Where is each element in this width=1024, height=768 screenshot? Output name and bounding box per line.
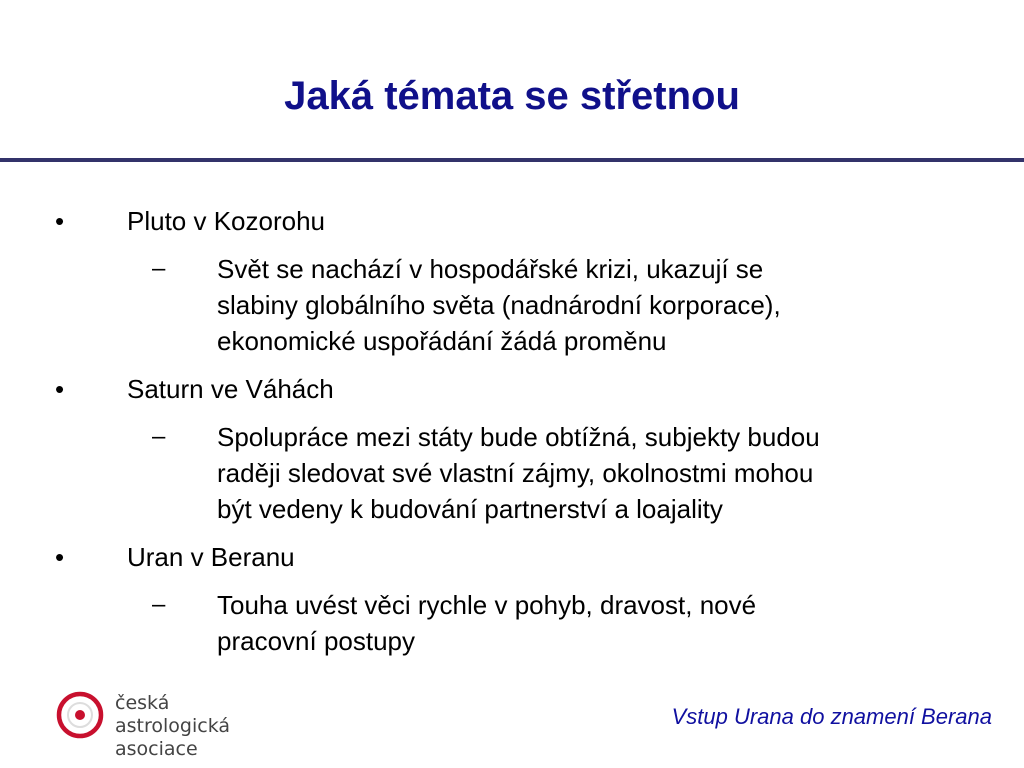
sub-item-line: Spolupráce mezi státy bude obtížná, subjekty budou (217, 422, 820, 452)
logo-text (115, 692, 285, 761)
sub-item-line: být vedeny k budování partnerství a loajality (217, 494, 723, 524)
concentric-circle-logo-icon (55, 690, 105, 740)
sub-bullet-marker: – (152, 423, 166, 450)
bullet-marker: • (55, 206, 65, 236)
logo-line-1: česká astrologická (115, 692, 231, 737)
sub-item-line: Touha uvést věci rychle v pohyb, dravost, nové (217, 590, 757, 620)
list-item-label: Pluto v Kozorohu (127, 206, 326, 236)
logo-line-2: asociace (115, 738, 198, 760)
slide-title: Jaká témata se střetnou (284, 74, 740, 118)
list-item-label: Saturn ve Váhách (127, 374, 334, 404)
bullet-marker: • (55, 542, 65, 572)
sub-item-line: slabiny globálního světa (nadnárodní korporace), (217, 290, 781, 320)
organization-logo (55, 690, 285, 760)
sub-item-line: raději sledovat své vlastní zájmy, okolnostmi mohou (217, 458, 814, 488)
list-item-label: Uran v Beranu (127, 542, 295, 572)
bullet-marker: • (55, 374, 65, 404)
sub-bullet-marker: – (152, 591, 166, 618)
sub-item-line: pracovní postupy (217, 626, 416, 656)
title-divider (0, 158, 1024, 162)
sub-item-line: ekonomické uspořádání žádá proměnu (217, 326, 667, 356)
sub-bullet-marker: – (152, 255, 166, 282)
slide-footer: Vstup Urana do znamení Berana (671, 704, 992, 729)
sub-item-line: Svět se nachází v hospodářské krizi, ukazují se (217, 254, 764, 284)
